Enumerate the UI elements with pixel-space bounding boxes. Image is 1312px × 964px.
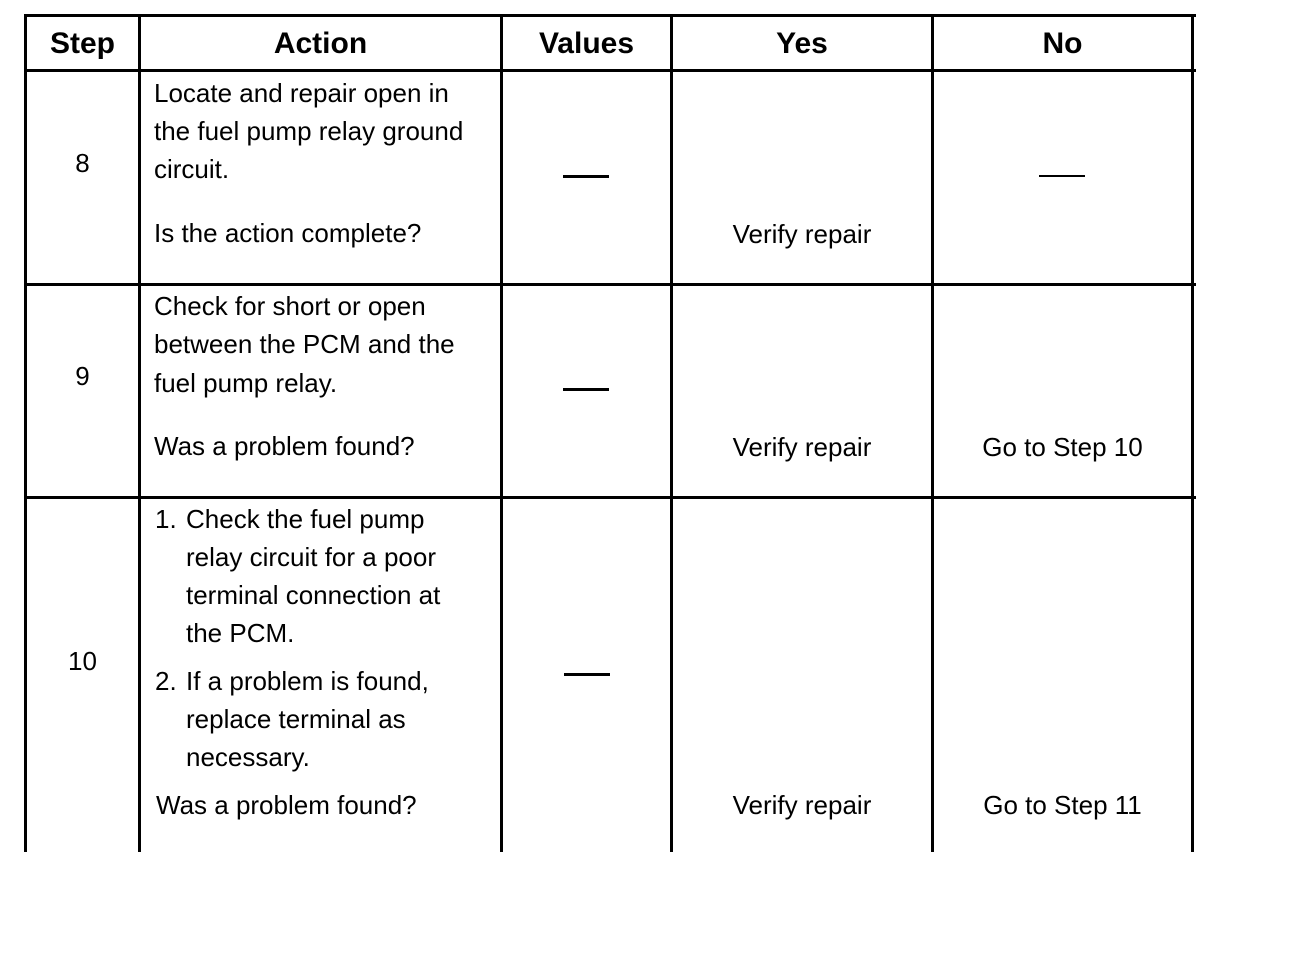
header-no: No (1042, 27, 1083, 60)
action-question: Is the action complete? (154, 218, 422, 248)
action-line: circuit. (154, 154, 230, 184)
list-item-line: replace terminal as (186, 704, 406, 734)
no-empty-dash (1039, 175, 1085, 177)
table-top-border (24, 14, 1196, 17)
row-divider (24, 496, 1196, 499)
column-divider (138, 14, 141, 852)
list-item-line: the PCM. (186, 618, 295, 648)
action-question: Was a problem found? (154, 431, 415, 461)
yes-result: Verify repair (732, 432, 872, 462)
header-action: Action (273, 27, 368, 60)
column-divider (24, 14, 27, 852)
list-item-line: relay circuit for a poor (186, 542, 436, 572)
action-line: the fuel pump relay ground (154, 116, 464, 146)
step-number: 9 (75, 361, 90, 391)
yes-result: Verify repair (732, 790, 872, 820)
list-number: 1. (155, 504, 177, 534)
list-item-line: If a problem is found, (186, 666, 429, 696)
list-item-line: terminal connection at (186, 580, 441, 610)
action-question: Was a problem found? (156, 790, 417, 820)
header-yes: Yes (776, 27, 828, 60)
yes-result: Verify repair (732, 219, 872, 249)
diagnostic-table (24, 14, 1196, 852)
column-divider (500, 14, 503, 852)
step-number: 10 (68, 646, 97, 676)
list-item-line: necessary. (186, 742, 310, 772)
step-number: 8 (75, 148, 90, 178)
values-empty-dash (564, 673, 610, 676)
action-line: Locate and repair open in (154, 78, 449, 108)
action-line: between the PCM and the (154, 329, 455, 359)
list-item-line: Check the fuel pump (186, 504, 425, 534)
action-line: fuel pump relay. (154, 368, 338, 398)
values-empty-dash (563, 175, 609, 178)
header-values: Values (538, 27, 635, 60)
values-empty-dash (563, 388, 609, 391)
row-divider (24, 283, 1196, 286)
header-step: Step (49, 27, 115, 60)
list-number: 2. (155, 666, 177, 696)
no-result: Go to Step 11 (983, 790, 1142, 820)
no-result: Go to Step 10 (982, 432, 1143, 462)
action-line: Check for short or open (154, 291, 426, 321)
column-divider (1191, 14, 1194, 852)
